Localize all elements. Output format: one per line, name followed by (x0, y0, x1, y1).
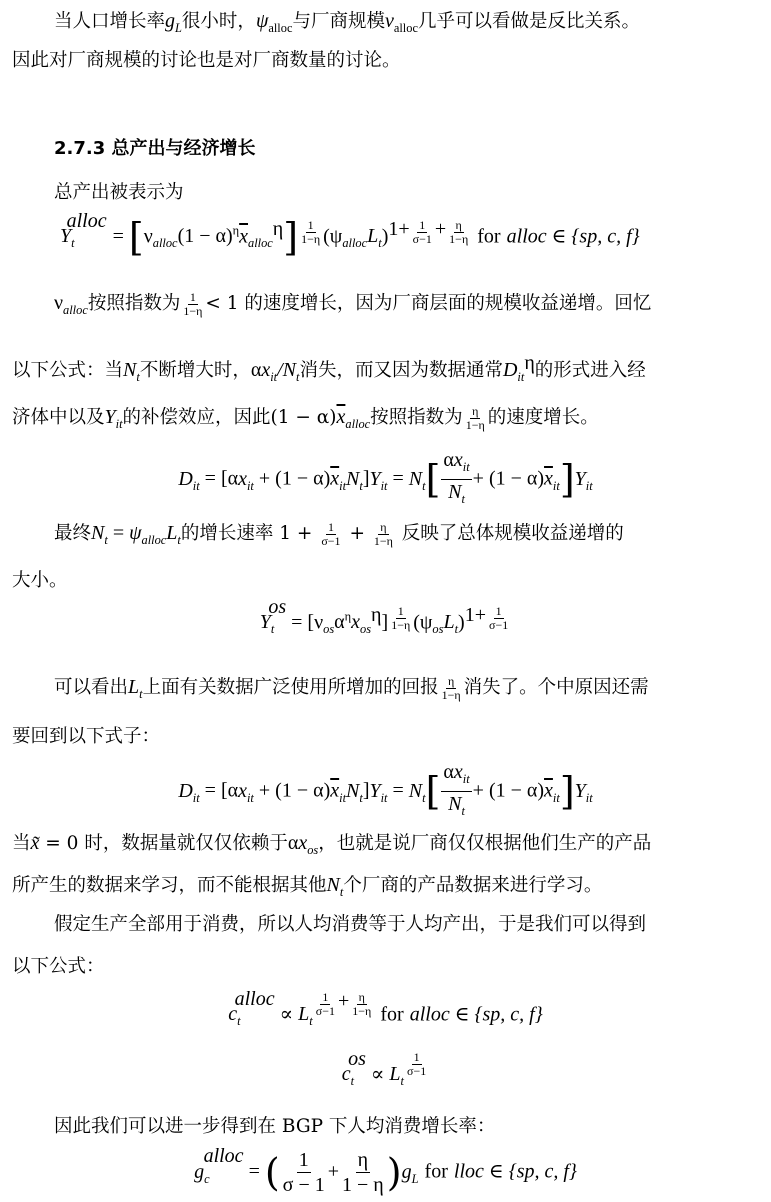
paragraph-1-line-2: 因此对厂商规模的讨论也是对厂商数量的讨论。 (12, 50, 401, 71)
equation-2-repeat: $D_{it} = [\alpha x_{it} + (1 - \alpha)\overline{x}_{it}N_t]Y_{it} = N_t$[ $\frac{\alpha x_{it}}{N_t}$ + $(1 - \alpha)\overline{x}_{it}]Y_{it}$ (178, 761, 593, 818)
paragraph-4-line-2: 大小。 (12, 570, 68, 591)
paragraph-7-line-1: 假定生产全部用于消费，所以人均消费等于人均产出，于是我们可以得到 (54, 914, 647, 935)
paragraph-1-line-1: 当人口增长率$g_L$很小时，$\psi_{alloc}$与厂商规模$\nu_{alloc}$几乎可以看做是反比关系。 (54, 10, 640, 35)
paragraph-2: 总产出被表示为 (54, 182, 184, 203)
paragraph-3-line-3: 济体中以及$Y_{it}$的补偿效应，因此$(1 - \alpha)\overline{x}_{alloc}$按照指数为 $\frac{\eta}{1-\eta}$ 的速度增长。 (12, 403, 599, 432)
section-heading: 2.7.3 总产出与经济增长 (54, 138, 256, 159)
paragraph-3-line-2: 以下公式：当$N_t$不断增大时，$\alpha x_{it}/N_t$消失，而又因为数据通常$D_{it}^\eta$的形式进入经 (12, 352, 646, 385)
equation-2: $D_{it} = [\alpha x_{it} + (1 - \alpha)\overline{x}_{it}N_t]Y_{it} = N_t$[ $\frac{\alpha x_{it}}{N_t}$ + $(1 - \alpha)\overline{x}_{it}]Y_{it}$ (178, 449, 593, 506)
paragraph-7-line-2: 以下公式： (12, 956, 105, 977)
paragraph-8: 因此我们可以进一步得到在 BGP 下人均消费增长率： (54, 1116, 496, 1137)
paragraph-5-line-2: 要回到以下式子： (12, 726, 161, 747)
paragraph-3-line-1: $\nu_{alloc}$按照指数为 $\frac{1}{1-\eta}$ < 1 的速度增长，因为厂商层面的规模收益递增。回忆 (54, 289, 652, 318)
equation-1: $Y_t^{alloc} = [\nu_{alloc}(1 - \alpha)^\eta\overline{x}_{alloc}^\eta]$ $^{\frac{1}{1-\eta}}$ $(\psi_{alloc}L_t)^{1+ \frac{1}{\sigma-1} + \frac{\eta}{1-\eta}}$ for alloc ∈ {sp, c, f} (60, 210, 640, 260)
paragraph-5-line-1: 可以看出$L_t$上面有关数据广泛使用所增加的回报 $\frac{\eta}{1-\eta}$ 消失了。个中原因还需 (54, 673, 649, 702)
equation-6: $g_c^{alloc}$ = ( $\frac{1}{\sigma - 1}$ + $\frac{\eta}{1 - \eta}$ )$g_L$ for lloc ∈ {sp, c, f} (194, 1145, 577, 1196)
paragraph-6-line-2: 所产生的数据来学习，而不能根据其他$N_t$个厂商的产品数据来进行学习。 (12, 874, 603, 899)
equation-4: $c_t^{alloc} \propto L_t$ $^{\frac{1}{\sigma-1} + \frac{\eta}{1-\eta}}$ for alloc ∈ {sp, c, f} (228, 988, 543, 1029)
paragraph-4-line-1: 最终$N_t = \psi_{alloc}L_t$的增长速率 1 + $\frac{1}{\sigma-1}$ + $\frac{\eta}{1-\eta}$ 反映了总体规模收益递增的 (54, 519, 624, 548)
equation-5: $c_t^{os} \propto L_t$ $^{\frac{1}{\sigma-1}}$ (341, 1048, 427, 1089)
equation-3: $Y_t^{os} = [\nu_{os}\alpha^\eta x_{os}^\eta]$ $^{\frac{1}{1-\eta}}$ $(\psi_{os}L_t)^{1+ \frac{1}{\sigma-1}}$ (259, 596, 509, 637)
paragraph-6-line-1: 当x̃ = 0 时，数据量就仅仅依赖于$\alpha x_{os}$，也就是说厂商仅仅根据他们生产的产品 (12, 832, 652, 857)
